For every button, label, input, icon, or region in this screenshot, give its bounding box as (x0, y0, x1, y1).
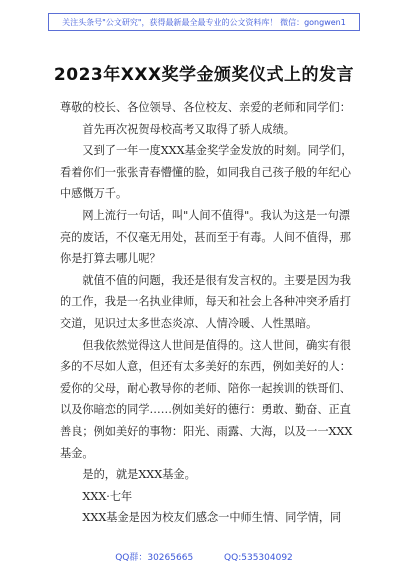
paragraph: 但我依然觉得这人世间是值得的。这人世间，确实有很多的不尽如人意，但还有太多美好的东西，例如美好的人：爱你的父母，耐心教导你的老师、陪你一起挨训的铁哥们、以及你暗恋的同学……例如美好的德行：勇敢、勤奋、正直善良；例如美好的事物：阳光、雨露、大海，以及一一XXX基金。 (60, 338, 353, 460)
promo-banner-text: 关注头条号"公文研究"，获得最新最全最专业的公文资料库！ 微信：gongwen1 (62, 17, 346, 27)
footer-qq: QQ:535304092 (224, 553, 293, 563)
document-body (60, 97, 358, 529)
footer-qq-group: QQ群：30265665 (115, 553, 194, 563)
paragraph: 网上流行一句话，叫"人间不值得"。我认为这是一句漂亮的废话，不仅毫无用处，甚而至于有毒。人间不值得，那你是打算去哪儿呢？ (60, 208, 351, 266)
paragraph: 又到了一年一度XXX基金奖学金发放的时刻。同学们，看着你们一张张青春懵懂的脸，如同我自己孩子般的年纪心中感慨万千。 (60, 144, 353, 201)
paragraph: 是的，就是XXX基金。 (82, 468, 196, 482)
paragraph: XXX·七年 (82, 489, 133, 503)
footer (0, 550, 408, 563)
paragraph: 首先再次祝贺母校高考又取得了骄人成绩。 (82, 122, 295, 136)
paragraph-salutation: 尊敬的校长、各位领导、各位校友、亲爱的老师和同学们： (60, 101, 351, 114)
promo-banner (48, 13, 360, 31)
paragraph: 就值不值的问题，我还是很有发言权的。主要是因为我的工作，我是一名执业律师，每天和社会上各种冲突矛盾打交道，见识过太多世态炎凉、人情冷暖、人性黑暗。 (60, 273, 351, 330)
paragraph: XXX基金是因为校友们感念一中师生情、同学情，同 (82, 511, 342, 525)
document-title: 2023年XXX奖学金颁奖仪式上的发言 (53, 65, 355, 85)
